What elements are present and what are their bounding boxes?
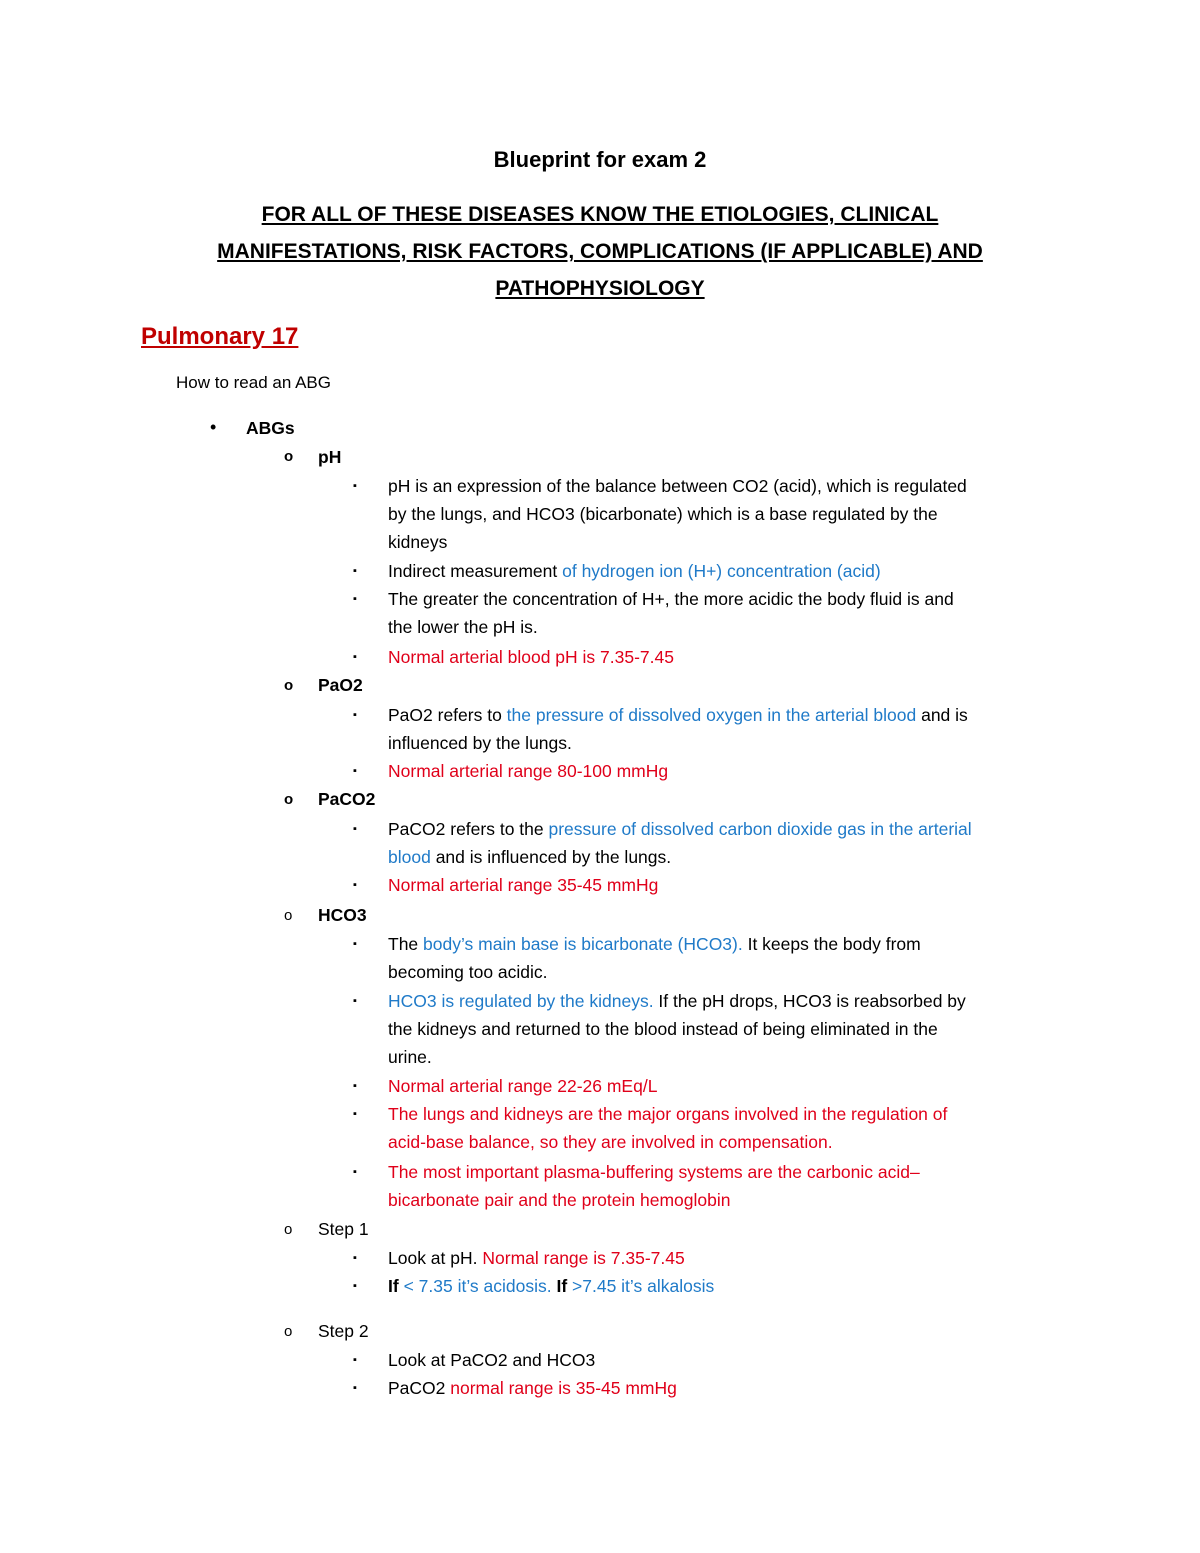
sub-bullet-icon: o: [284, 677, 294, 694]
square-bullet-icon: ▪: [353, 1280, 357, 1292]
square-bullet-icon: ▪: [353, 1108, 357, 1120]
intro-text: How to read an ABG: [176, 373, 331, 392]
list-heading-step2: Step 2: [318, 1321, 369, 1341]
list-item: The body’s main base is bicarbonate (HCO3). It keeps the body from becoming too acidic.: [388, 934, 921, 982]
list-heading-pao2: PaO2: [318, 675, 363, 695]
list-item: Indirect measurement of hydrogen ion (H+) concentration (acid): [388, 561, 881, 581]
list-item: Normal arterial range 35-45 mmHg: [388, 875, 659, 895]
square-bullet-icon: ▪: [353, 565, 357, 577]
square-bullet-icon: ▪: [353, 1382, 357, 1394]
square-bullet-icon: ▪: [353, 995, 357, 1007]
square-bullet-icon: ▪: [353, 1080, 357, 1092]
square-bullet-icon: ▪: [353, 480, 357, 492]
square-bullet-icon: ▪: [353, 651, 357, 663]
list-heading-step1: Step 1: [318, 1219, 369, 1239]
section-heading: Pulmonary 17: [141, 323, 299, 350]
square-bullet-icon: ▪: [353, 1252, 357, 1264]
list-item: The most important plasma-buffering systems are the carbonic acid– bicarbonate pair and the protein hemoglobin: [388, 1162, 920, 1210]
sub-bullet-icon: o: [284, 1221, 293, 1238]
list-item: The greater the concentration of H+, the more acidic the body fluid is and the lower the pH is.: [388, 589, 954, 637]
square-bullet-icon: ▪: [353, 938, 357, 950]
document-title: Blueprint for exam 2: [493, 147, 707, 172]
sub-bullet-icon: o: [284, 1323, 293, 1340]
sub-bullet-icon: o: [284, 791, 294, 808]
sub-bullet-icon: o: [284, 448, 294, 465]
bullet-icon: •: [210, 417, 217, 437]
sub-bullet-icon: o: [284, 907, 293, 924]
square-bullet-icon: ▪: [353, 879, 357, 891]
list-item: PaCO2 refers to the pressure of dissolved carbon dioxide gas in the arterial blood and is influenced by the lungs.: [388, 819, 972, 867]
list-item: Look at PaCO2 and HCO3: [388, 1350, 596, 1370]
square-bullet-icon: ▪: [353, 1354, 357, 1366]
square-bullet-icon: ▪: [353, 765, 357, 777]
list-item: HCO3 is regulated by the kidneys. If the pH drops, HCO3 is reabsorbed by the kidneys and returned to the blood instead of being eliminated in the urine.: [388, 991, 966, 1067]
square-bullet-icon: ▪: [353, 1166, 357, 1178]
list-item: pH is an expression of the balance between CO2 (acid), which is regulated by the lungs, and HCO3 (bicarbonate) which is a base regulated by the kidneys: [388, 476, 967, 552]
document-subtitle: [160, 196, 1040, 307]
square-bullet-icon: ▪: [353, 823, 357, 835]
list-item: PaO2 refers to the pressure of dissolved oxygen in the arterial blood and is influenced by the lungs.: [388, 705, 968, 753]
list-item: Normal arterial range 22-26 mEq/L: [388, 1076, 658, 1096]
subtitle-line: FOR ALL OF THESE DISEASES KNOW THE ETIOLOGIES, CLINICAL: [261, 203, 939, 226]
list-item: The lungs and kidneys are the major organs involved in the regulation of acid-base balance, so they are involved in compensation.: [388, 1104, 948, 1152]
list-item: If < 7.35 it’s acidosis. If >7.45 it’s alkalosis: [388, 1276, 715, 1296]
square-bullet-icon: ▪: [353, 593, 357, 605]
list-heading-abgs: ABGs: [246, 418, 295, 438]
list-heading-paco2: PaCO2: [318, 789, 376, 809]
list-heading-hco3: HCO3: [318, 905, 367, 925]
subtitle-line: MANIFESTATIONS, RISK FACTORS, COMPLICATIONS (IF APPLICABLE) AND: [217, 240, 983, 263]
square-bullet-icon: ▪: [353, 709, 357, 721]
list-item: Look at pH. Normal range is 7.35-7.45: [388, 1248, 685, 1268]
list-item: PaCO2 normal range is 35-45 mmHg: [388, 1378, 677, 1398]
list-heading-ph: pH: [318, 447, 342, 467]
subtitle-line: PATHOPHYSIOLOGY: [495, 277, 705, 300]
list-item: Normal arterial blood pH is 7.35-7.45: [388, 647, 674, 667]
list-item: Normal arterial range 80-100 mmHg: [388, 761, 669, 781]
